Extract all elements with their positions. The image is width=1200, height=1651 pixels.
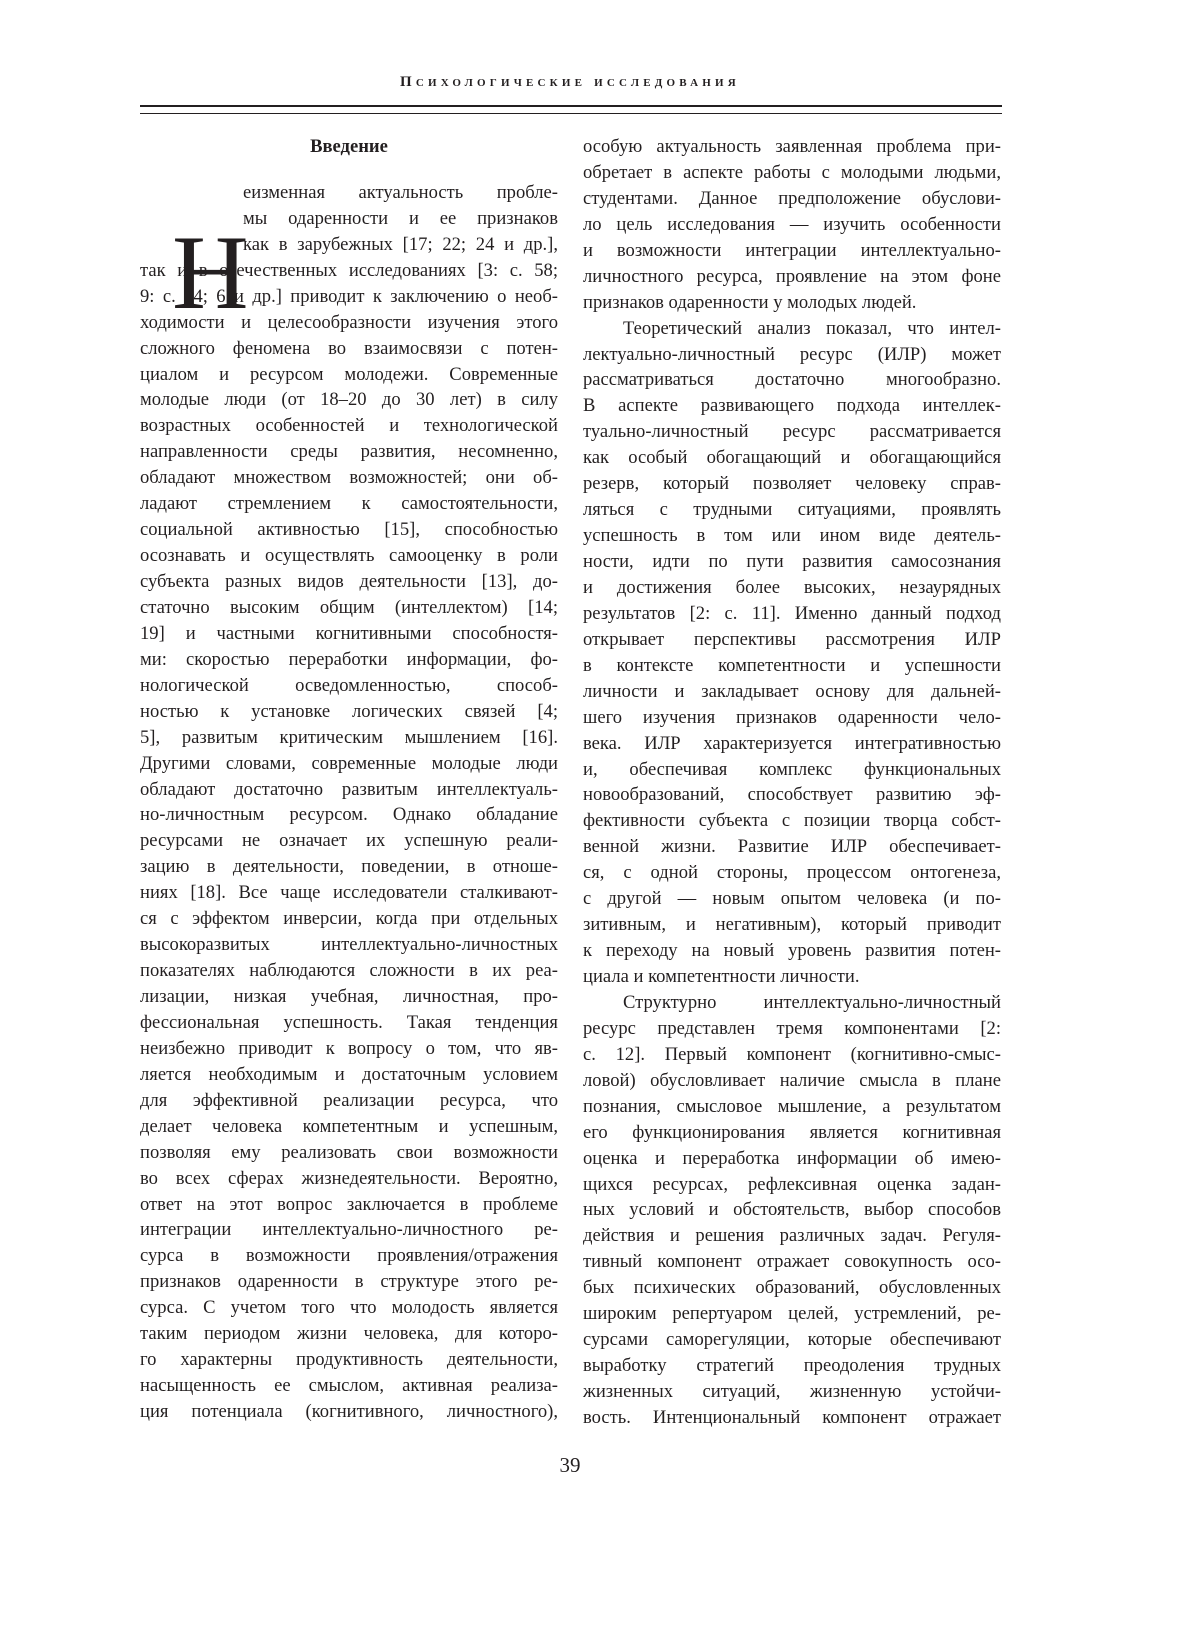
text-line: В аспекте развивающего подхода интеллек- (583, 395, 1001, 417)
text-line: ми: скоростью переработки информации, фо- (140, 648, 558, 670)
text-line: циалом и ресурсом молодежи. Современные (140, 363, 558, 385)
text-line: студентами. Данное предположение обуслови- (583, 187, 1001, 209)
text-line: ло цель исследования — изучить особенности (583, 213, 1001, 235)
text-line: широким репертуаром целей, устремлений, ре- (583, 1303, 1001, 1325)
text-line: Структурно интеллектуально-личностный (623, 991, 1001, 1013)
text-line: интеграции интеллектуально-личностного ре- (140, 1219, 558, 1241)
text-line: новообразований, способствует развитию эф- (583, 784, 1001, 806)
text-line: ности, идти по пути развития самосознания (583, 551, 1001, 572)
text-line: как в зарубежных [17; 22; 24 и др.], (243, 233, 558, 255)
right-column-text (583, 134, 1001, 1431)
text-line: как особый обогащающий и обогащающийся (583, 447, 1001, 469)
text-line: фессиональная успешность. Такая тенденция (140, 1011, 558, 1033)
text-line: ресурсами не означает их успешную реали- (140, 830, 558, 852)
text-line: ответ на этот вопрос заключается в проблеме (140, 1193, 558, 1215)
text-line: к переходу на новый уровень развития потен- (583, 940, 1001, 962)
text-line: субъекта разных видов деятельности [13], до- (140, 571, 558, 592)
text-line: сурса в возможности проявления/отражения (140, 1245, 558, 1267)
text-line: Теоретический анализ показал, что интел- (623, 317, 1001, 339)
text-line: с другой — новым опытом человека (и по- (583, 888, 1001, 910)
text-line: го характерны продуктивность деятельности, (140, 1349, 558, 1371)
text-line: лектуально-личностный ресурс (ИЛР) может (583, 343, 1001, 365)
text-line: признаков одаренности у молодых людей. (583, 291, 917, 313)
text-line: ных условий и обстоятельств, выбор способов (583, 1199, 1001, 1221)
text-line: показателях наблюдаются сложности в их реа- (140, 960, 558, 982)
text-line: статочно высоким общим (интеллектом) [14; (140, 596, 558, 618)
text-line: но-личностным ресурсом. Однако обладание (140, 804, 558, 826)
text-line: ловой) обусловливает наличие смысла в плане (583, 1069, 1001, 1091)
text-line: 9: с. 24; 6 и др.] приводит к заключению о необ- (140, 285, 558, 307)
text-line: насыщенность ее смыслом, активная реализа- (140, 1375, 558, 1397)
text-line: личности и закладывает основу для дальней- (583, 680, 1001, 702)
text-line: открывает перспективы рассмотрения ИЛР (583, 628, 1001, 650)
text-line: резерв, который позволяет человеку справ- (583, 473, 1001, 495)
text-line: шего изучения признаков одаренности чело- (583, 706, 1001, 728)
text-line: с. 12]. Первый компонент (когнитивно-смыс- (583, 1043, 1001, 1065)
left-column (140, 134, 558, 1425)
text-line: тивный компонент отражает совокупность осо- (583, 1251, 1001, 1273)
text-line: позволяя ему реализовать свои возможности (140, 1141, 558, 1163)
left-column-text (140, 180, 558, 1425)
text-line: ся, с одной стороны, процессом онтогенеза, (583, 862, 1001, 884)
text-line: вость. Интенциональный компонент отражает (583, 1406, 1001, 1428)
right-column (583, 134, 1001, 1431)
text-line: его функционирования является когнитивная (583, 1121, 1001, 1143)
text-line: высокоразвитых интеллектуально-личностных (140, 934, 558, 956)
text-line: личностного ресурса, проявление на этом фоне (583, 265, 1001, 287)
text-line: зацию в деятельности, поведении, в отноше- (140, 856, 558, 878)
text-line: Другими словами, современные молодые люди (140, 752, 558, 774)
text-line: обладают достаточно развитым интеллектуаль- (140, 778, 558, 800)
header-rule-thick (140, 105, 1002, 107)
text-line: обладают множеством возможностей; они об- (140, 467, 558, 489)
text-line: так и в отечественных исследованиях [3: с. 58; (140, 259, 558, 281)
text-line: в контексте компетентности и успешности (583, 654, 1001, 676)
text-line: выработку стратегий преодоления трудных (583, 1355, 1001, 1377)
text-line: мы одаренности и ее признаков (243, 207, 558, 229)
text-line: жизненных ситуаций, жизненную устойчи- (583, 1381, 1001, 1402)
text-line: ностью к установке логических связей [4; (140, 700, 558, 722)
text-line: туально-личностный ресурс рассматривается (583, 421, 1001, 443)
text-line: оценка и переработка информации об имею- (583, 1147, 1001, 1169)
section-heading: Введение (310, 136, 388, 157)
text-line: ся с эффектом инверсии, когда при отдельных (140, 908, 558, 930)
text-line: фективности субъекта с позиции творца собст- (583, 810, 1001, 832)
text-line: венной жизни. Развитие ИЛР обеспечивает- (583, 836, 1001, 858)
text-line: действия и решения различных задач. Регуля- (583, 1225, 1001, 1247)
text-line: рассматриваться достаточно многообразно. (583, 369, 1001, 391)
text-line: 5], развитым критическим мышлением [16]. (140, 726, 558, 748)
text-line: во всех сферах жизнедеятельности. Вероятно, (140, 1167, 558, 1189)
text-line: ляется необходимым и достаточным условием (140, 1063, 558, 1085)
text-line: зитивным, и негативным), который приводит (583, 914, 1001, 936)
text-line: лизации, низкая учебная, личностная, про- (140, 986, 558, 1007)
text-line: и возможности интеграции интеллектуально- (583, 239, 1001, 261)
text-line: и достижения более высоких, незаурядных (583, 576, 1001, 598)
text-line: ляться с трудными ситуациями, проявлять (583, 499, 1001, 521)
text-line: сложного феномена во взаимосвязи с потен- (140, 337, 558, 359)
text-line: таким периодом жизни человека, для которо- (140, 1323, 558, 1345)
text-line: щихся ресурсах, рефлексивная оценка задан- (583, 1173, 1001, 1195)
text-line: века. ИЛР характеризуется интегративностью (583, 732, 1001, 754)
text-line: и, обеспечивая комплекс функциональных (583, 758, 1001, 780)
text-line: направленности среды развития, несомненно, (140, 441, 558, 463)
drop-cap: Н (172, 213, 249, 331)
text-line: нологической осведомленностью, способ- (140, 674, 558, 696)
text-line: циала и компетентности личности. (583, 966, 860, 987)
text-line: неизбежно приводит к вопросу о том, что яв- (140, 1037, 558, 1059)
text-line: делает человека компетентным и успешным, (140, 1115, 558, 1137)
text-line: признаков одаренности в структуре этого ре- (140, 1271, 558, 1293)
text-line: обретает в аспекте работы с молодыми людьми, (583, 161, 1001, 183)
text-line: молодые люди (от 18–20 до 30 лет) в силу (140, 389, 558, 411)
text-line: возрастных особенностей и технологической (140, 415, 558, 437)
text-line: ция потенциала (когнитивного, личностного), (140, 1401, 558, 1422)
text-line: еизменная актуальность пробле- (243, 181, 558, 203)
text-line: результатов [2: с. 11]. Именно данный подход (583, 602, 1001, 624)
text-line: познания, смысловое мышление, а результатом (583, 1095, 1001, 1117)
text-line: ходимости и целесообразности изучения этого (140, 311, 558, 333)
text-line: социальной активностью [15], способностью (140, 519, 558, 541)
text-line: успешность в том или ином виде деятель- (583, 525, 1001, 547)
running-title: Психологические исследования (400, 74, 740, 90)
text-line: ресурс представлен тремя компонентами [2: (583, 1017, 1001, 1039)
text-line: ниях [18]. Все чаще исследователи сталкивают- (140, 882, 558, 904)
text-line: особую актуальность заявленная проблема при- (583, 136, 1001, 157)
text-line: 19] и частными когнитивными способностя- (140, 622, 558, 644)
text-line: сурса. С учетом того что молодость является (140, 1297, 558, 1319)
text-line: сурсами саморегуляции, которые обеспечивают (583, 1329, 1001, 1351)
text-line: осознавать и осуществлять самооценку в роли (140, 545, 558, 567)
text-line: ладают стремлением к самостоятельности, (140, 493, 558, 515)
header-rule-thin (140, 113, 1002, 114)
text-line: бых психических образований, обусловленных (583, 1277, 1001, 1299)
page-number: 39 (559, 1453, 581, 1477)
text-line: для эффективной реализации ресурса, что (140, 1089, 558, 1111)
